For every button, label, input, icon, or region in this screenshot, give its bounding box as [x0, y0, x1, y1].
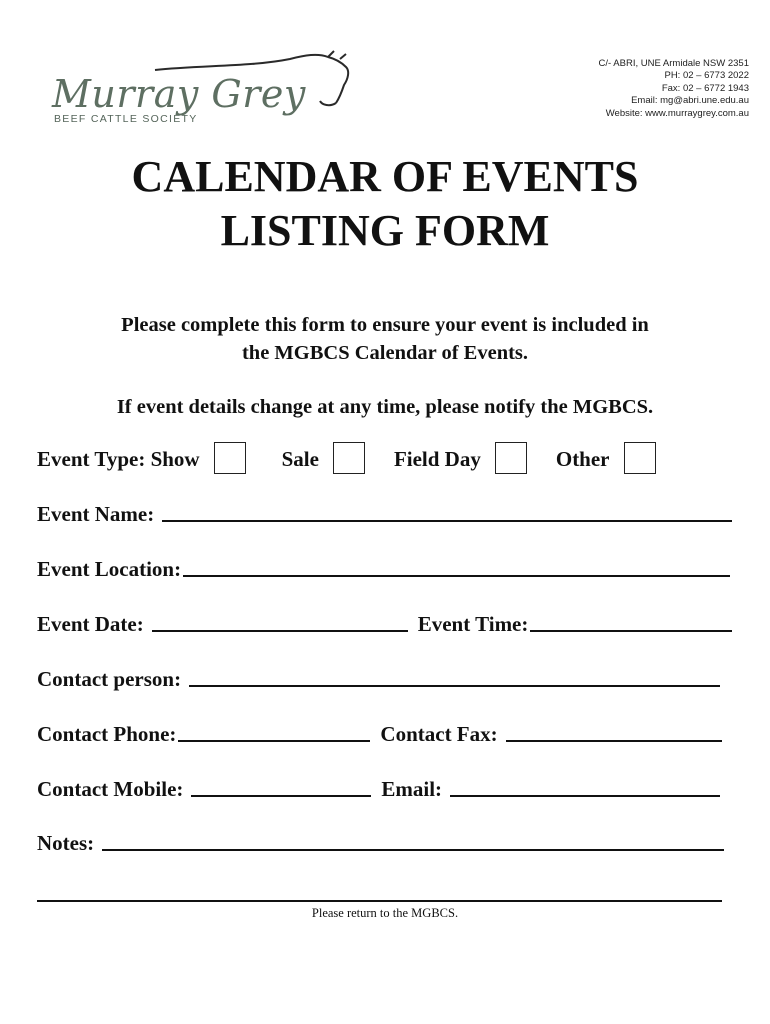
event-time-field[interactable] — [530, 630, 732, 632]
other-checkbox[interactable] — [624, 442, 656, 474]
title-line-1: CALENDAR OF EVENTS — [131, 152, 639, 201]
contact-address: C/- ABRI, UNE Armidale NSW 2351 — [598, 58, 749, 69]
contact-block — [599, 58, 749, 120]
event-location-field[interactable] — [183, 575, 730, 577]
event-name-field[interactable] — [162, 520, 732, 522]
logo-subtitle: BEEF CATTLE SOCIETY — [54, 113, 198, 125]
event-location-row — [37, 552, 730, 582]
contact-person-field[interactable] — [189, 685, 720, 687]
option-sale-label: Sale — [281, 447, 319, 471]
event-date-label: Event Date: — [37, 612, 144, 636]
event-date-time-row — [37, 607, 732, 637]
title-line-2: LISTING FORM — [220, 206, 550, 255]
footer-note: Please return to the MGBCS. — [311, 906, 459, 920]
contact-fax: Fax: 02 – 6772 1943 — [661, 82, 749, 94]
intro-line-2: the MGBCS Calendar of Events. — [241, 342, 529, 364]
option-show-label: Show — [150, 447, 200, 471]
contact-mobile-email-row — [37, 772, 720, 802]
contact-person-label: Contact person: — [37, 667, 182, 691]
field-day-checkbox[interactable] — [495, 442, 527, 474]
contact-fax-label: Contact Fax: — [380, 722, 498, 746]
event-date-field[interactable] — [152, 630, 408, 632]
notes-row — [37, 826, 724, 856]
page-title — [0, 150, 770, 258]
contact-fax-field[interactable] — [506, 740, 722, 742]
notes-extra-line[interactable] — [37, 900, 722, 902]
event-time-label: Event Time: — [417, 612, 529, 636]
email-label: Email: — [381, 777, 443, 801]
contact-email: Email: mg@abri.une.edu.au — [631, 95, 749, 107]
contact-mobile-field[interactable] — [191, 795, 371, 797]
event-type-label: Event Type: — [37, 447, 146, 471]
option-other-label: Other — [555, 447, 610, 471]
event-name-row — [37, 497, 732, 527]
event-name-label: Event Name: — [37, 502, 155, 526]
intro-notice: If event details change at any time, please notify the MGBCS. — [116, 396, 654, 418]
event-type-row — [37, 442, 740, 472]
intro-line-1: Please complete this form to ensure your event is included in — [121, 314, 649, 336]
show-checkbox[interactable] — [214, 442, 246, 474]
option-field-day-label: Field Day — [393, 447, 481, 471]
contact-phone-fax-row — [37, 717, 722, 747]
notes-label: Notes: — [37, 831, 95, 855]
email-field[interactable] — [450, 795, 720, 797]
event-location-label: Event Location: — [37, 557, 182, 581]
contact-phone-field[interactable] — [178, 740, 370, 742]
contact-mobile-label: Contact Mobile: — [37, 777, 184, 801]
contact-person-row — [37, 662, 720, 692]
contact-phone-label: Contact Phone: — [37, 722, 177, 746]
notes-field[interactable] — [102, 849, 724, 851]
contact-phone: PH: 02 – 6773 2022 — [664, 70, 749, 82]
sale-checkbox[interactable] — [333, 442, 365, 474]
intro-paragraph — [0, 311, 770, 367]
logo-name: Murray Grey — [52, 72, 306, 116]
contact-website: Website: www.murraygrey.com.au — [605, 107, 749, 119]
